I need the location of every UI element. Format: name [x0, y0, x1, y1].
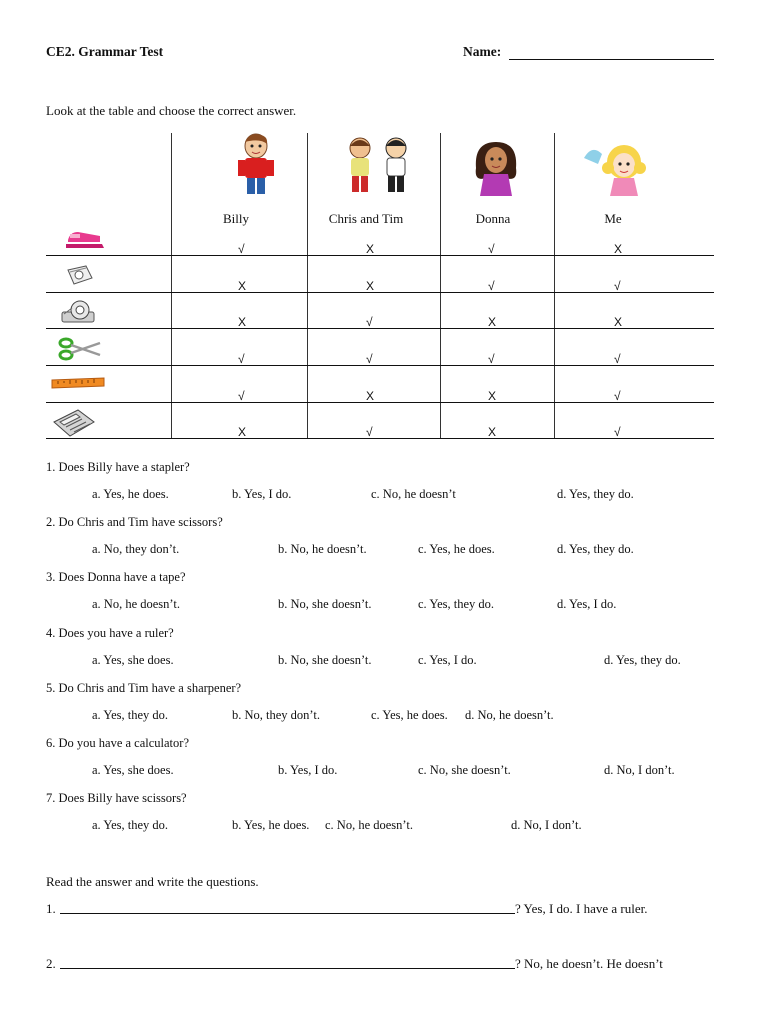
- question-text: 3. Does Donna have a tape?: [46, 570, 186, 585]
- name-label: Name:: [463, 44, 502, 59]
- table-cell-mark: X: [488, 315, 497, 329]
- answer-option-b[interactable]: b. Yes, he does.: [232, 818, 310, 833]
- write-question-line[interactable]: [60, 913, 515, 914]
- table-cell-mark: X: [238, 315, 247, 329]
- given-answer: ? Yes, I do. I have a ruler.: [515, 901, 648, 916]
- calculator-icon: [52, 408, 96, 438]
- answer-option-a[interactable]: a. Yes, they do.: [92, 707, 169, 722]
- table-cell-mark: √: [614, 389, 621, 403]
- table-divider: [440, 133, 441, 438]
- answer-option-d[interactable]: d. Yes, I do.: [557, 597, 617, 612]
- answer-option-c[interactable]: c. No, he doesn’t.: [325, 818, 413, 833]
- page-title: CE2. Grammar Test: [46, 44, 164, 59]
- column-me: Me: [604, 211, 622, 226]
- table-cell-mark: √: [238, 389, 245, 403]
- question-text: 5. Do Chris and Tim have a sharpener?: [46, 680, 242, 695]
- table-cell-mark: X: [238, 279, 247, 293]
- column-billy: Billy: [222, 211, 249, 226]
- table-divider: [307, 133, 308, 438]
- name-field[interactable]: [509, 59, 714, 60]
- answer-option-a[interactable]: a. No, they don’t.: [92, 542, 180, 557]
- table-cell-mark: √: [614, 352, 621, 366]
- table-cell-mark: √: [614, 279, 621, 293]
- me-picture: [578, 140, 654, 198]
- answer-option-c[interactable]: c. Yes, they do.: [418, 597, 495, 612]
- table-cell-mark: X: [238, 425, 247, 439]
- column-chris-and-tim: Chris and Tim: [328, 211, 404, 226]
- answer-option-d[interactable]: d. No, I don’t.: [604, 763, 675, 777]
- answer-option-a[interactable]: a. No, he doesn’t.: [92, 597, 180, 612]
- answer-option-a[interactable]: a. Yes, she does.: [92, 763, 174, 777]
- table-cell-mark: √: [614, 425, 621, 439]
- answer-option-a[interactable]: a. Yes, he does.: [92, 487, 169, 501]
- given-answer: ? No, he doesn’t. He doesn’t: [515, 956, 663, 971]
- answer-option-b[interactable]: b. No, they don’t.: [232, 707, 320, 722]
- table-cell-mark: X: [614, 315, 623, 329]
- question-text: 4. Does you have a ruler?: [46, 625, 174, 640]
- answer-option-c[interactable]: c. No, she doesn’t.: [418, 763, 511, 777]
- answer-option-b[interactable]: b. No, she doesn’t.: [278, 597, 372, 612]
- stapler-icon: [64, 228, 106, 250]
- question-text: 6. Do you have a calculator?: [46, 736, 189, 750]
- chris-and-tim-picture: [340, 134, 416, 198]
- sharpener-icon: [64, 262, 94, 288]
- table-cell-mark: √: [488, 352, 495, 366]
- answer-option-d[interactable]: d. Yes, they do.: [557, 542, 634, 557]
- table-cell-mark: X: [614, 242, 623, 256]
- table-cell-mark: √: [488, 242, 495, 256]
- answer-option-b[interactable]: b. No, she doesn’t.: [278, 652, 372, 667]
- answer-option-d[interactable]: d. No, I don’t.: [511, 818, 582, 833]
- write-question-number: 1.: [46, 901, 56, 916]
- instructions: Look at the table and choose the correct answer.: [46, 103, 297, 118]
- table-cell-mark: X: [366, 279, 375, 293]
- table-cell-mark: √: [366, 315, 373, 329]
- answer-option-c[interactable]: c. Yes, he does.: [418, 542, 495, 557]
- table-cell-mark: X: [488, 389, 497, 403]
- scissors-icon: [58, 337, 102, 361]
- tape-icon: [60, 298, 96, 324]
- section2-instructions: Read the answer and write the questions.: [46, 874, 259, 889]
- answer-option-b[interactable]: b. Yes, I do.: [278, 763, 338, 777]
- answer-option-b[interactable]: b. No, he doesn’t.: [278, 542, 367, 557]
- table-cell-mark: √: [238, 352, 245, 366]
- answer-option-c[interactable]: c. Yes, I do.: [418, 652, 477, 667]
- table-cell-mark: √: [366, 425, 373, 439]
- answer-option-a[interactable]: a. Yes, she does.: [92, 652, 174, 667]
- write-question-number: 2.: [46, 956, 56, 971]
- table-cell-mark: √: [366, 352, 373, 366]
- table-cell-mark: X: [366, 242, 375, 256]
- donna-picture: [466, 138, 526, 198]
- table-cell-mark: X: [366, 389, 375, 403]
- answer-option-d[interactable]: d. Yes, they do.: [604, 652, 681, 667]
- billy-picture: [230, 132, 282, 198]
- answer-option-d[interactable]: d. No, he doesn’t.: [465, 707, 554, 722]
- table-divider: [554, 133, 555, 438]
- write-question-line[interactable]: [60, 968, 515, 969]
- table-cell-mark: √: [488, 279, 495, 293]
- table-cell-mark: X: [488, 425, 497, 439]
- answer-option-d[interactable]: d. Yes, they do.: [557, 487, 634, 501]
- question-text: 1. Does Billy have a stapler?: [46, 460, 190, 474]
- column-donna: Donna: [475, 211, 511, 226]
- answer-option-c[interactable]: c. Yes, he does.: [371, 707, 448, 722]
- question-text: 2. Do Chris and Tim have scissors?: [46, 515, 223, 530]
- ruler-icon: [50, 376, 106, 390]
- question-text: 7. Does Billy have scissors?: [46, 791, 187, 806]
- table-divider: [171, 133, 172, 438]
- answer-option-c[interactable]: c. No, he doesn’t: [371, 487, 456, 501]
- table-cell-mark: √: [238, 242, 245, 256]
- answer-option-b[interactable]: b. Yes, I do.: [232, 487, 292, 501]
- answer-option-a[interactable]: a. Yes, they do.: [92, 818, 169, 833]
